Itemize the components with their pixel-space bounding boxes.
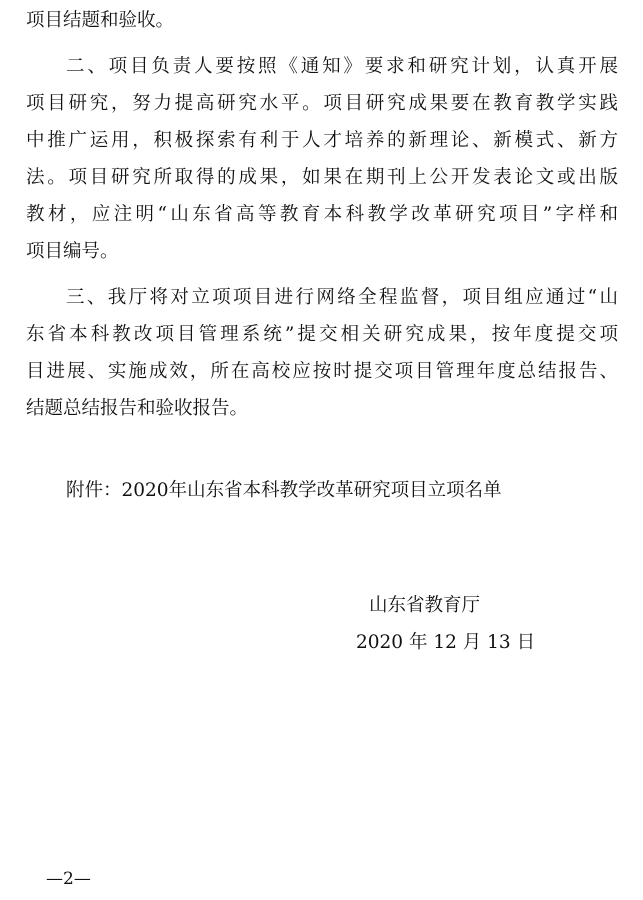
- page-number: —2—: [46, 869, 91, 889]
- paragraph-1-line-1: 项目结题和验收。: [26, 10, 175, 31]
- paragraph-2-line-2: 项目研究，努力提高研究水平。项目研究成果要在教育教学实践: [26, 93, 618, 114]
- issue-date: 2020 年 12 月 13 日: [356, 632, 536, 653]
- paragraph-2-line-6: 项目编号。: [26, 241, 119, 262]
- paragraph-2-line-3: 中推广运用，积极探索有利于人才培养的新理论、新模式、新方: [26, 130, 618, 151]
- attachment-note: 附件：2020年山东省本科教学改革研究项目立项名单: [66, 480, 502, 501]
- paragraph-3-line-2: 东省本科教改项目管理系统”提交相关研究成果，按年度提交项: [26, 324, 618, 345]
- paragraph-2-line-1: 二、项目负责人要按照《通知》要求和研究计划，认真开展: [66, 56, 618, 77]
- paragraph-2-line-5: 教材，应注明“山东省高等教育本科教学改革研究项目”字样和: [26, 204, 618, 225]
- paragraph-2-line-4: 法。项目研究所取得的成果，如果在期刊上公开发表论文或出版: [26, 167, 618, 188]
- paragraph-3-line-4: 结题总结报告和验收报告。: [26, 398, 249, 419]
- paragraph-3-line-3: 目进展、实施成效，所在高校应按时提交项目管理年度总结报告、: [26, 361, 618, 382]
- issuer-signature: 山东省教育厅: [369, 595, 481, 616]
- paragraph-3-line-1: 三、我厅将对立项项目进行网络全程监督，项目组应通过“山: [66, 287, 618, 308]
